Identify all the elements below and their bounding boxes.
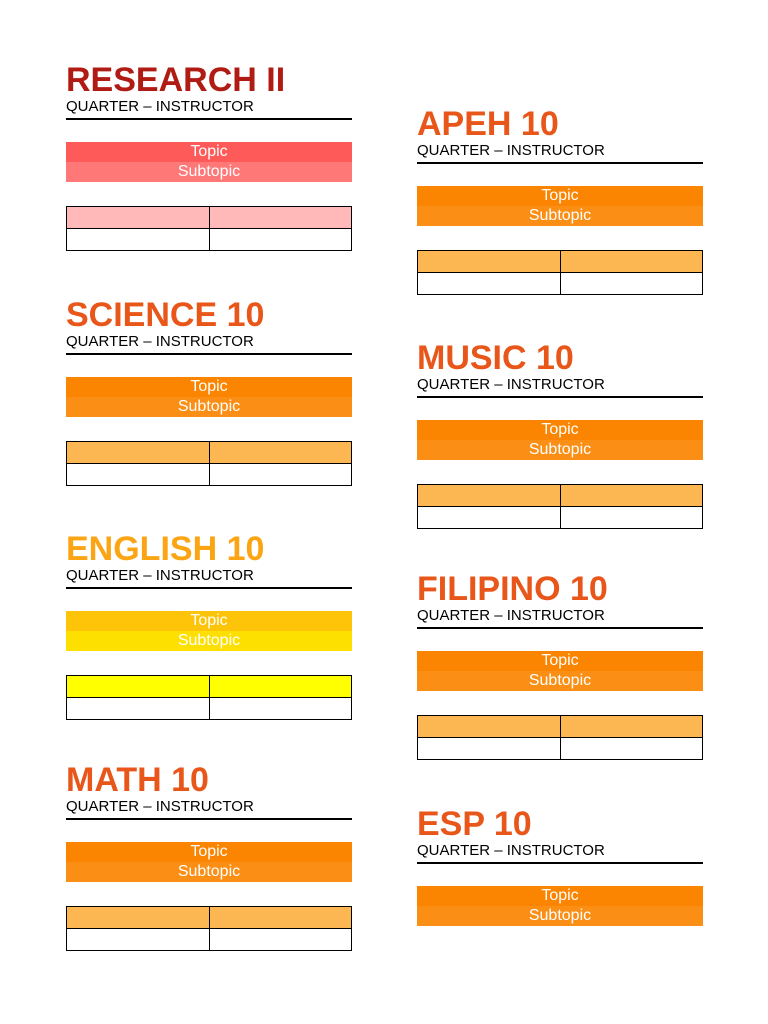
subtopic-label: Subtopic (66, 162, 352, 182)
table-cell (209, 464, 352, 486)
table-cell (418, 273, 561, 295)
table-cell (67, 464, 210, 486)
topic-bar (417, 886, 703, 926)
section-title: ENGLISH 10 (66, 530, 265, 568)
table-header-cell (418, 251, 561, 273)
section-table (66, 675, 352, 720)
topic-label: Topic (417, 420, 703, 440)
topic-label: Topic (66, 142, 352, 162)
section-science-10 (66, 297, 352, 486)
table-header-cell (67, 676, 210, 698)
section-subtitle: QUARTER – INSTRUCTOR (66, 98, 352, 120)
section-esp-10 (417, 806, 703, 926)
table-cell (560, 507, 703, 529)
section-math-10 (66, 762, 352, 951)
section-title: MUSIC 10 (417, 339, 574, 377)
table-cell (67, 698, 210, 720)
subtopic-label: Subtopic (417, 906, 703, 926)
topic-bar (66, 377, 352, 417)
table-cell (67, 929, 210, 951)
table-cell (418, 507, 561, 529)
subtopic-label: Subtopic (66, 631, 352, 651)
section-subtitle: QUARTER – INSTRUCTOR (66, 798, 352, 820)
table-header-cell (560, 485, 703, 507)
section-table (66, 906, 352, 951)
section-music-10 (417, 340, 703, 529)
section-research-ii (66, 62, 352, 251)
topic-label: Topic (66, 611, 352, 631)
table-header-cell (560, 251, 703, 273)
table-header-cell (209, 676, 352, 698)
table-header-cell (560, 716, 703, 738)
subtopic-label: Subtopic (66, 862, 352, 882)
section-title: SCIENCE 10 (66, 296, 265, 334)
section-table (417, 715, 703, 760)
topic-bar (417, 186, 703, 226)
section-filipino-10 (417, 571, 703, 760)
topic-label: Topic (417, 651, 703, 671)
topic-bar (417, 420, 703, 460)
topic-label: Topic (417, 186, 703, 206)
table-header-cell (418, 485, 561, 507)
section-title: RESEARCH II (66, 61, 286, 99)
topic-bar (417, 651, 703, 691)
topic-label: Topic (66, 377, 352, 397)
table-header-cell (209, 442, 352, 464)
section-subtitle: QUARTER – INSTRUCTOR (417, 376, 703, 398)
section-table (417, 484, 703, 529)
table-cell (560, 273, 703, 295)
topic-bar (66, 142, 352, 182)
table-header-cell (209, 907, 352, 929)
section-subtitle: QUARTER – INSTRUCTOR (66, 567, 352, 589)
table-cell (209, 229, 352, 251)
topic-bar (66, 842, 352, 882)
table-cell (67, 229, 210, 251)
section-title: ESP 10 (417, 805, 532, 843)
table-cell (209, 929, 352, 951)
section-subtitle: QUARTER – INSTRUCTOR (417, 607, 703, 629)
topic-bar (66, 611, 352, 651)
section-title: FILIPINO 10 (417, 570, 608, 608)
topic-label: Topic (417, 886, 703, 906)
table-header-cell (67, 207, 210, 229)
section-subtitle: QUARTER – INSTRUCTOR (417, 142, 703, 164)
table-header-cell (418, 716, 561, 738)
table-header-cell (209, 207, 352, 229)
section-subtitle: QUARTER – INSTRUCTOR (66, 333, 352, 355)
table-header-cell (67, 907, 210, 929)
section-apeh-10 (417, 106, 703, 295)
section-title: MATH 10 (66, 761, 209, 799)
table-cell (209, 698, 352, 720)
section-table (66, 441, 352, 486)
subtopic-label: Subtopic (417, 206, 703, 226)
section-table (66, 206, 352, 251)
section-title: APEH 10 (417, 105, 559, 143)
table-cell (560, 738, 703, 760)
subtopic-label: Subtopic (417, 440, 703, 460)
subtopic-label: Subtopic (417, 671, 703, 691)
table-header-cell (67, 442, 210, 464)
section-subtitle: QUARTER – INSTRUCTOR (417, 842, 703, 864)
table-cell (418, 738, 561, 760)
subtopic-label: Subtopic (66, 397, 352, 417)
section-english-10 (66, 531, 352, 720)
topic-label: Topic (66, 842, 352, 862)
section-table (417, 250, 703, 295)
